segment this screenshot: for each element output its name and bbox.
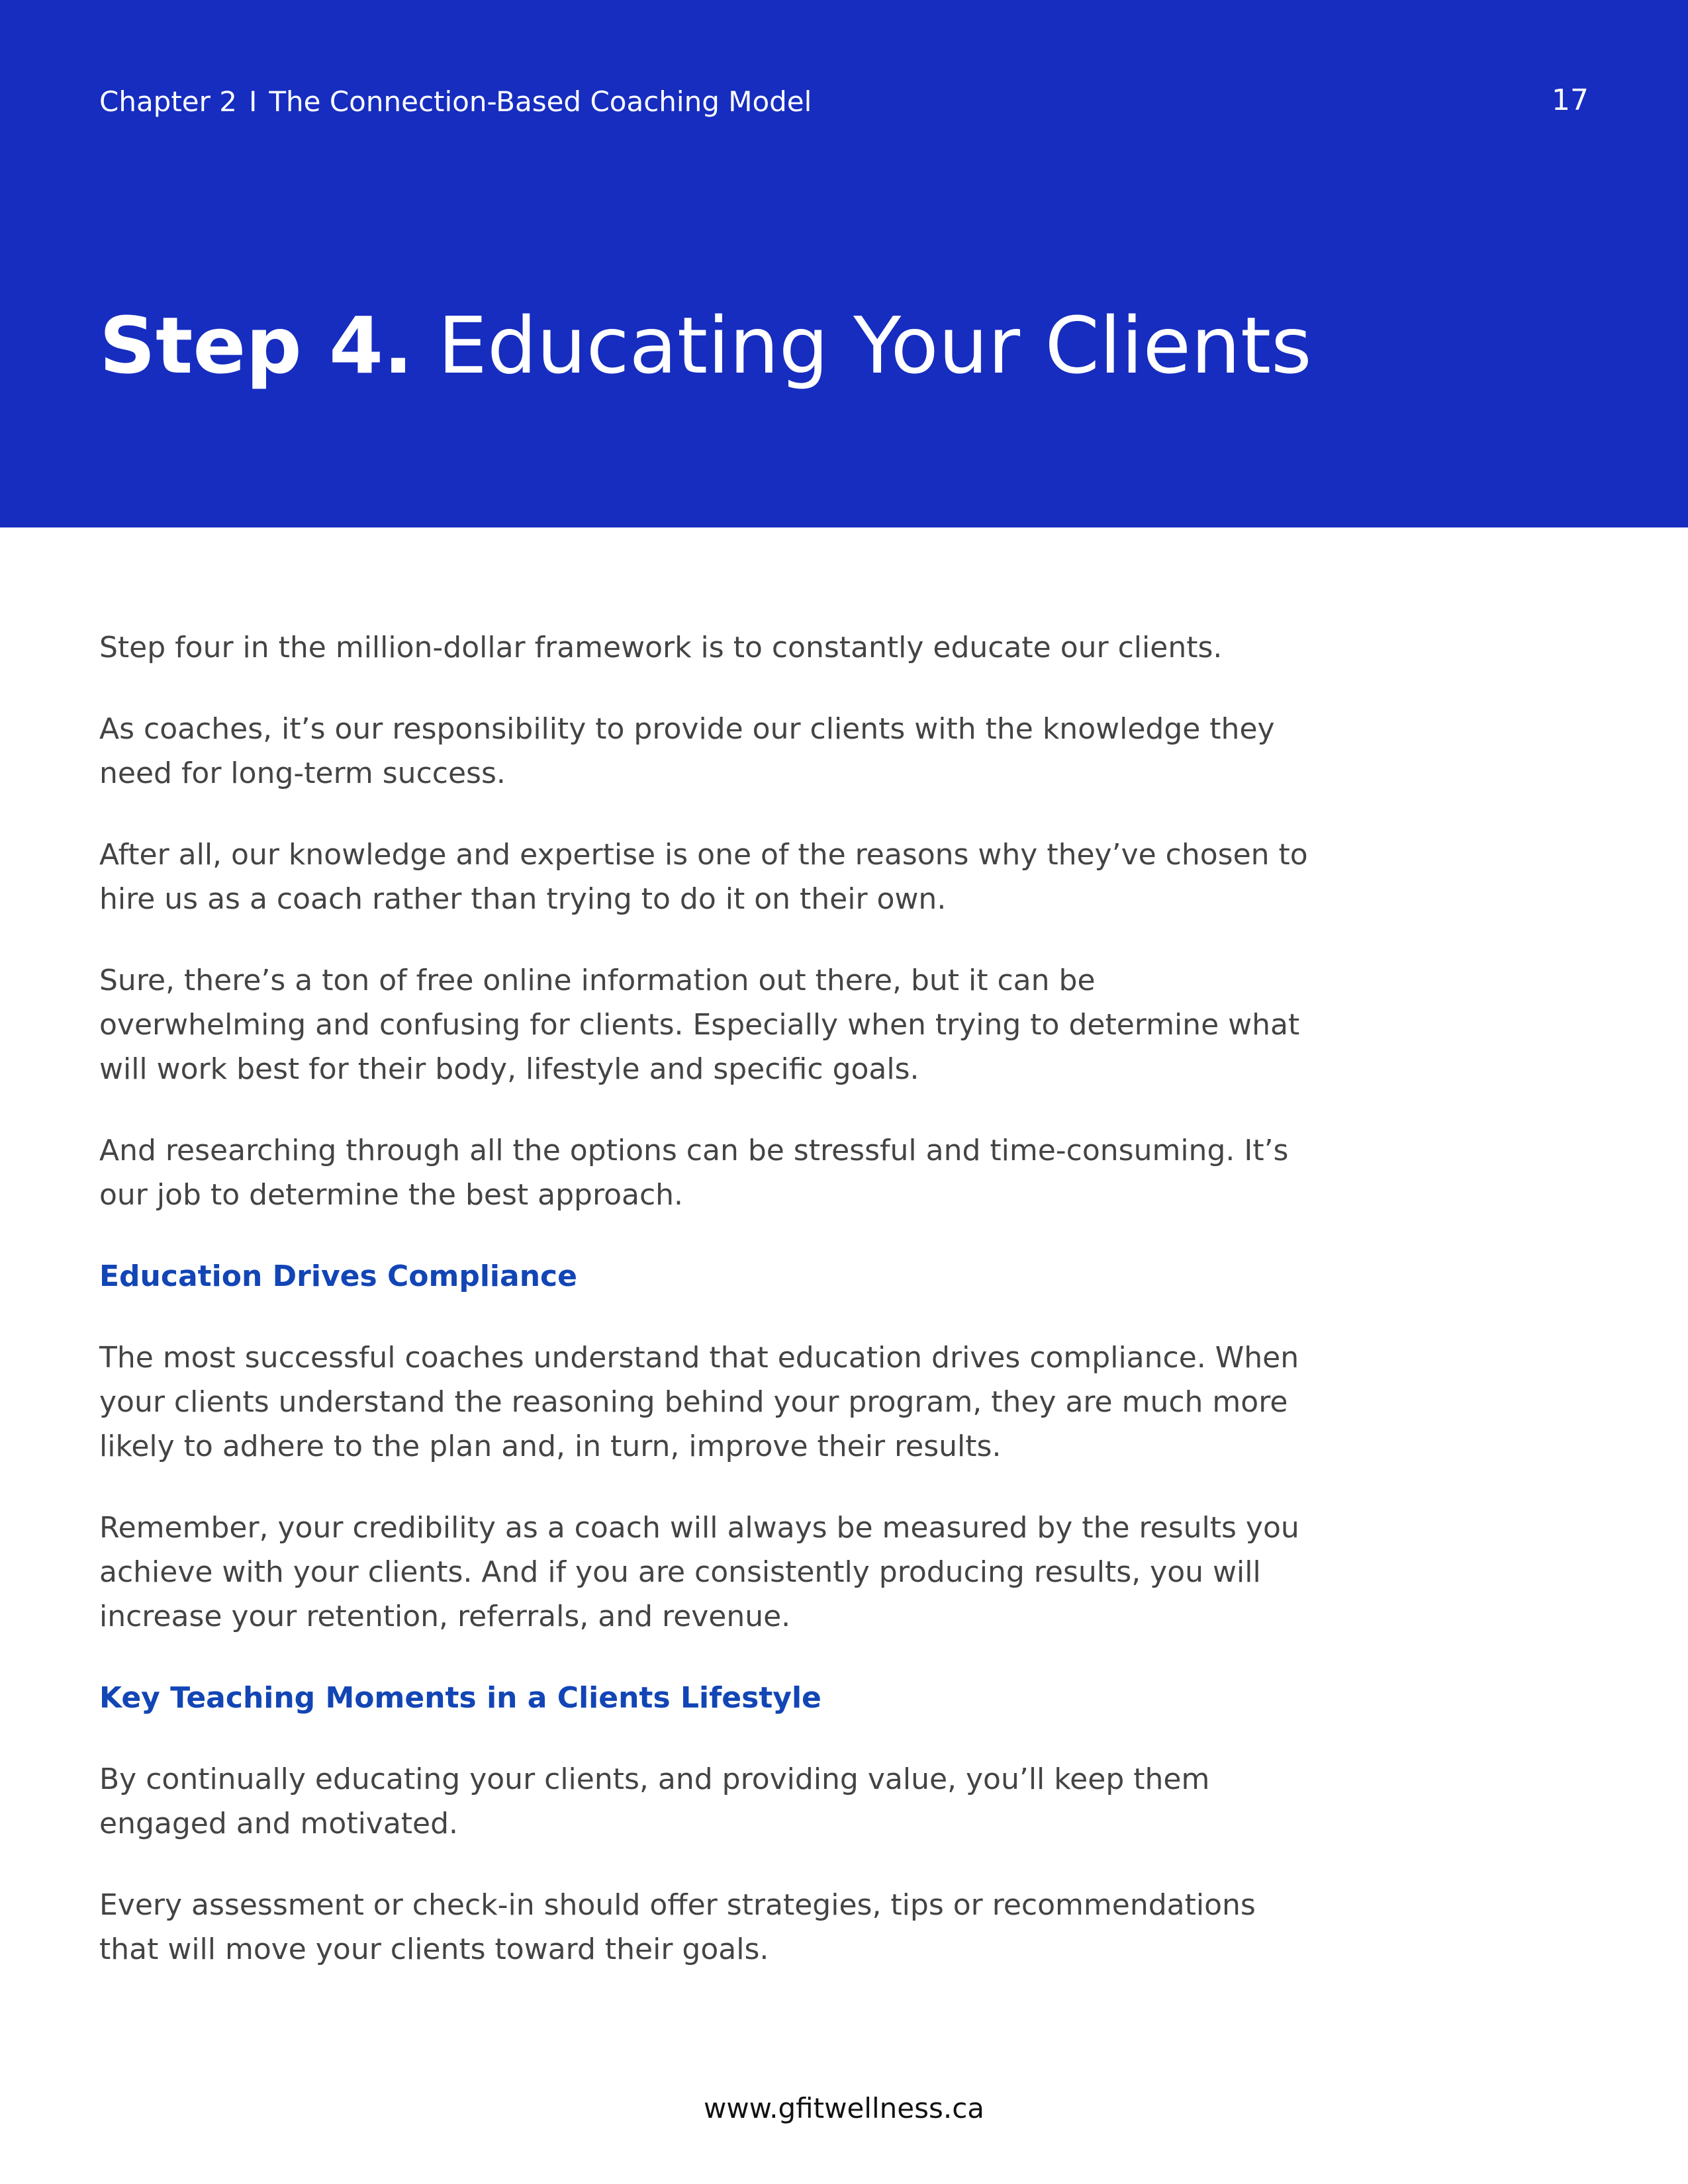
running-head-separator: I xyxy=(249,85,258,118)
paragraph: After all, our knowledge and expertise is one of the reasons why they’ve chosen to hire us as a coach rather than trying to do it on their own. xyxy=(99,838,1308,916)
body-content xyxy=(99,625,1311,2009)
paragraph: Remember, your credibility as a coach will always be measured by the results you achieve with your clients. And if you are consistently producing results, you will increase your retention, referrals, and revenue. xyxy=(99,1511,1299,1633)
section-heading: Key Teaching Moments in a Clients Lifestyle xyxy=(99,1681,821,1715)
title-heading: Educating Your Clients xyxy=(438,300,1312,391)
page-number: 17 xyxy=(1552,83,1589,117)
chapter-title: The Connection-Based Coaching Model xyxy=(269,85,812,118)
running-head xyxy=(99,83,812,120)
chapter-label: Chapter 2 xyxy=(99,85,237,118)
paragraph: The most successful coaches understand that education drives compliance. When your clients understand the reasoning behind your program, they are much more likely to adhere to the plan and, in turn, improve their results. xyxy=(99,1341,1299,1463)
paragraph: By continually educating your clients, and providing value, you’ll keep them engaged and motivated. xyxy=(99,1762,1210,1841)
paragraph: And researching through all the options can be stressful and time-consuming. It’s our job to determine the best approach. xyxy=(99,1134,1289,1212)
paragraph: Sure, there’s a ton of free online information out there, but it can be overwhelming and confusing for clients. Especially when trying to determine what will work best for their body, lifestyle and specific goals. xyxy=(99,964,1300,1086)
paragraph: As coaches, it’s our responsibility to provide our clients with the knowledge they need for long-term success. xyxy=(99,712,1275,790)
paragraph: Step four in the million-dollar framework is to constantly educate our clients. xyxy=(99,631,1223,664)
header-band xyxy=(0,0,1688,527)
paragraph: Every assessment or check-in should offer strategies, tips or recommendations that will move your clients toward their goals. xyxy=(99,1888,1256,1966)
footer-url: www.gfitwellness.ca xyxy=(703,2092,985,2124)
step-label: Step 4. xyxy=(99,300,413,391)
page-title xyxy=(99,299,1312,392)
section-heading: Education Drives Compliance xyxy=(99,1259,577,1293)
